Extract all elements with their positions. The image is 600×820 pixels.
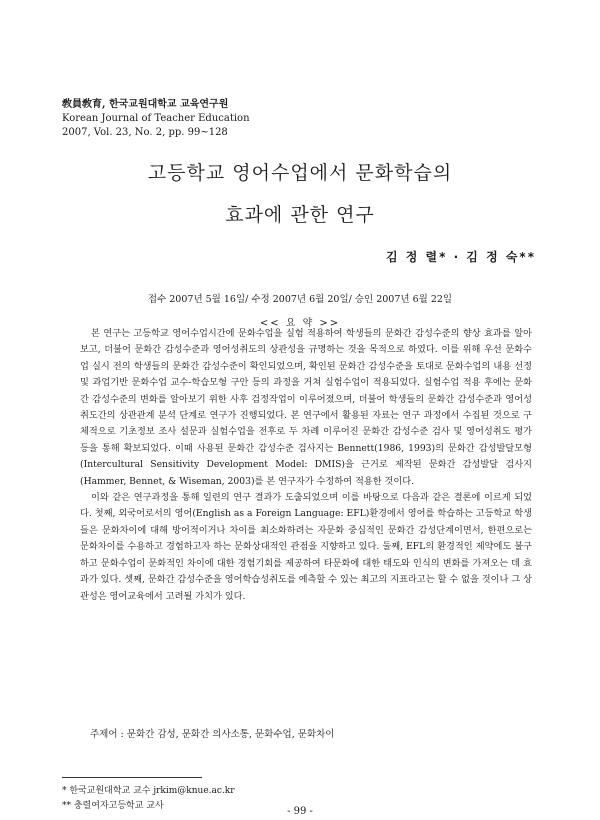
abstract [80,326,532,605]
abstract-paragraph-2: 이와 같은 연구과정을 통해 일련의 연구 결과가 도출되었으며 이를 바탕으로 다음과 같은 결론에 이르게 되었다. 첫째, 외국어로서의 영어(English as a Foreign Language: EFL)환경에서 영어를 학습하는 고등학교 학생들은 문화차이에 대해 방어적이거나 차이를 최소화하려는 자문화 중심적인 문화간 감성단계이면서, 한편으로는 문화차이를 수용하고 경험하고자 하는 문화상대적인 관점을 지향하고 있다. 둘째, EFL의 환경적인 제약에도 불구하고 문화수업이 문화적인 차이에 대한 경험기회를 제공하여 타문화에 대한 태도와 인식의 변화를 가져오는 데 효과가 있다. 셋째, 문화간 감성수준을 영어학습성취도를 예측할 수 있는 최고의 지표라고는 할 수 없을 것이나 그 상관성은 영어교육에서 고려될 가치가 있다. [80,492,532,602]
footnote-author-2: ** 충렬여자고등학교 교사 [62,801,164,811]
paper-title-line-1: 고등학교 영어수업에서 문화학습의 [147,162,453,184]
submission-dates: 접수 2007년 5월 16일/ 수정 2007년 6월 20일/ 승인 2007년 6월 22일 [147,294,453,305]
footnote-divider [62,777,202,778]
abstract-paragraph-1: 본 연구는 고등학교 영어수업시간에 문화수업을 실험 적용하여 학생들의 문화간 감성수준의 향상 효과를 알아보고, 더불어 문화간 감성수준과 영어성취도의 상관성을 규명하는 것을 목적으로 하였다. 이를 위해 우선 문화수업 실시 전의 학생들의 문화간 감성수준이 확인되었으며, 확인된 문화간 감성수준을 토대로 문화수업의 내용 선정 및 과업기반 문화수업 교수-학습모형 구안 등의 과정을 거쳐 실험수업이 적용되었다. 실험수업 적용 후에는 문화간 감성수준의 변화를 알아보기 위한 사후 검정작업이 이루어졌으며, 더불어 학생들의 문화간 감성수준과 영어성취도간의 상관관계 분석 단계로 연구가 진행되었다. 본 연구에서 활용된 자료는 연구 과정에서 수집된 것으로 구체적으로 기초정보 조사 설문과 실험수업을 전후로 두 차례 이루어진 문화간 감성수준 검사 및 영어성취도 평가 등을 통해 확보되었다. 이때 사용된 문화간 감성수준 검사지는 Bennett(1986, 1993)의 문화간 감성발달모형(Intercultural Sensitivity Development Model: DMIS)을 근거로 제작된 문화간 감성발달 검사지(Hammer, Bennet, & Wiseman, 2003)를 본 연구자가 수정하여 적용한 것이다. [80,328,532,487]
journal-name-english: Korean Journal of Teacher Education [62,113,250,124]
journal-name-korean: 敎員敎育, 한국교원대학교 교육연구원 [62,99,229,110]
footnote-author-1: * 한국교원대학교 교수 jrkim@knue.ac.kr [62,786,235,796]
journal-header [62,98,250,140]
authors: 김 정 렬* · 김 정 숙** [385,250,536,264]
journal-volume-info: 2007, Vol. 23, No. 2, pp. 99~128 [62,127,228,138]
page-number: - 99 - [287,806,313,817]
keywords: 주제어 : 문화간 감성, 문화간 의사소통, 문화수업, 문화차이 [90,729,335,740]
summary-heading: << 요 약 >> [259,318,341,329]
paper-title-line-2: 효과에 관한 연구 [225,204,375,226]
